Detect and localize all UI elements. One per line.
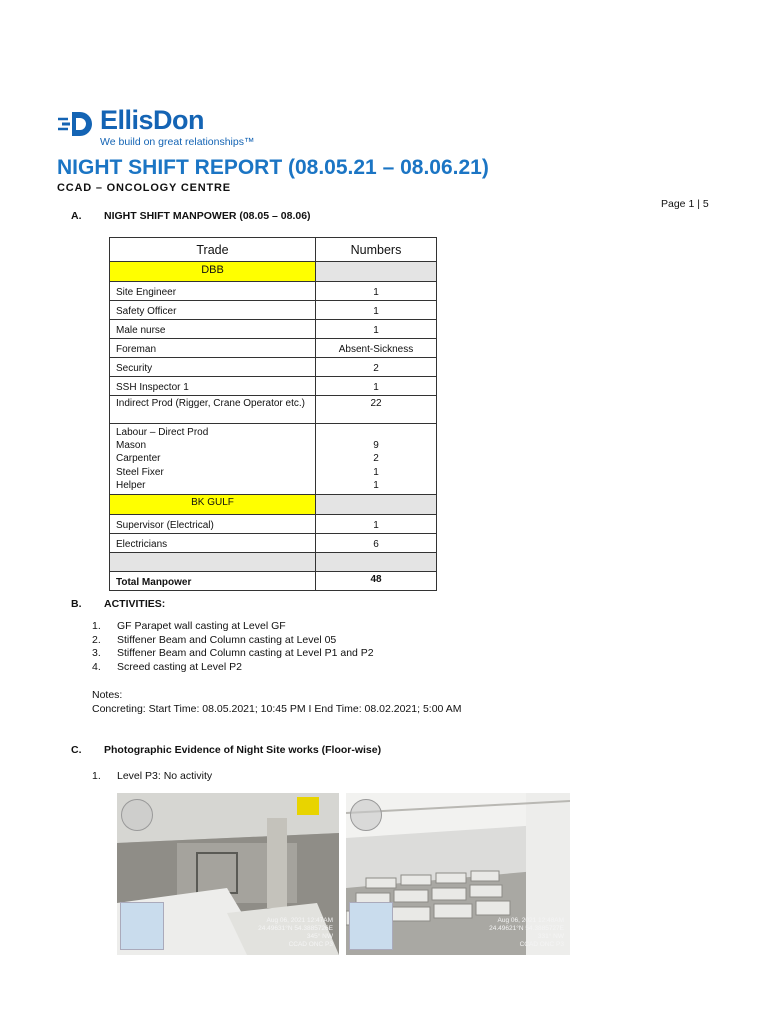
labour-number: 2: [373, 453, 379, 465]
total-label: Total Manpower: [110, 572, 316, 591]
labour-trades-cell: [110, 424, 316, 495]
manpower-table: [109, 237, 437, 591]
trade-cell: Male nurse: [110, 320, 316, 339]
labour-numbers-cell: [316, 424, 437, 495]
table-row: [110, 534, 437, 553]
compass-icon: [350, 799, 382, 831]
table-row: [110, 358, 437, 377]
page-number: Page 1 | 5: [661, 198, 709, 210]
labour-item: Steel Fixer: [116, 466, 164, 478]
ellisdon-logo-icon: [56, 109, 98, 139]
section-a-heading: [71, 210, 311, 222]
number-cell: 1: [316, 515, 437, 534]
labour-row: [110, 424, 437, 495]
logo-tagline: We build on great relationships™: [100, 136, 255, 148]
table-row: [110, 282, 437, 301]
site-photo-2: [346, 793, 570, 955]
section-c-heading: [71, 744, 381, 756]
group-empty-cell: [316, 262, 437, 282]
activities-list: [92, 620, 374, 674]
trade-cell: Safety Officer: [110, 301, 316, 320]
empty-cell: [110, 553, 316, 572]
list-item: 1. GF Parapet wall casting at Level GF: [92, 620, 286, 632]
site-photo-1: [117, 793, 339, 955]
notes-label: Notes:: [92, 689, 123, 701]
photo-list-item: 1. Level P3: No activity: [92, 770, 213, 782]
number-cell: 1: [316, 301, 437, 320]
total-row: [110, 572, 437, 591]
section-title: ACTIVITIES:: [104, 598, 166, 610]
trade-cell: Foreman: [110, 339, 316, 358]
labour-item: Carpenter: [116, 453, 161, 465]
table-row: [110, 339, 437, 358]
number-cell: Absent-Sickness: [316, 339, 437, 358]
list-item: 2. Stiffener Beam and Column casting at Level 05: [92, 633, 337, 646]
map-thumbnail-icon: [349, 902, 393, 950]
project-subtitle: CCAD – ONCOLOGY CENTRE: [57, 182, 231, 194]
trade-cell: Electricians: [110, 534, 316, 553]
table-row: [110, 377, 437, 396]
labour-item: Helper: [116, 479, 146, 491]
list-item: 3. Stiffener Beam and Column casting at Level P1 and P2: [92, 647, 374, 659]
trade-cell: Security: [110, 358, 316, 377]
group-empty-cell: [316, 495, 437, 515]
spacer-row: [110, 553, 437, 572]
number-cell: 1: [316, 320, 437, 339]
compass-icon: [121, 799, 153, 831]
group-row-bk-gulf: [110, 495, 437, 515]
number-cell: 1: [316, 377, 437, 396]
table-row: [110, 396, 437, 424]
number-cell: 1: [316, 282, 437, 301]
section-letter: A.: [71, 210, 82, 222]
photo-stamp: Aug 06, 2021 12:48AM 24.49621°N 54.3885727E 331° NW CCAD ONC P3: [489, 917, 564, 948]
report-title: NIGHT SHIFT REPORT (08.05.21 – 08.06.21): [57, 156, 489, 179]
trade-cell: Indirect Prod (Rigger, Crane Operator etc.): [110, 396, 316, 424]
labour-title: Labour – Direct Prod: [116, 427, 209, 438]
trade-cell: SSH Inspector 1: [110, 377, 316, 396]
trade-cell: Site Engineer: [110, 282, 316, 301]
section-b-heading: [71, 598, 165, 610]
section-title: NIGHT SHIFT MANPOWER (08.05 – 08.06): [104, 210, 311, 222]
labour-number: 1: [373, 466, 379, 478]
number-cell: 22: [316, 396, 437, 424]
group-row-dbb: [110, 262, 437, 282]
table-row: [110, 515, 437, 534]
number-cell: 6: [316, 534, 437, 553]
number-cell: 2: [316, 358, 437, 377]
labour-item: Mason: [116, 440, 147, 452]
section-letter: C.: [71, 744, 82, 756]
table-row: [110, 320, 437, 339]
empty-cell: [316, 553, 437, 572]
table-row: [110, 301, 437, 320]
labour-number: 1: [373, 479, 379, 491]
level-label: Level P3: No activity: [117, 770, 213, 782]
header-numbers: Numbers: [316, 238, 437, 262]
notes-text: Concreting: Start Time: 08.05.2021; 10:45 PM I End Time: 08.02.2021; 5:00 AM: [92, 702, 462, 715]
table-header-row: [110, 238, 437, 262]
notes-block: [92, 689, 461, 716]
section-title: Photographic Evidence of Night Site works (Floor-wise): [104, 744, 382, 756]
section-letter: B.: [71, 598, 82, 610]
group-label: DBB: [110, 262, 316, 282]
group-label: BK GULF: [110, 495, 316, 515]
logo-name: EllisDon: [100, 105, 205, 135]
map-thumbnail-icon: [120, 902, 164, 950]
photo-stamp: Aug 06, 2021 12:47AM 24.49631°N 54.3885726E 345° NW CCAD ONC P3: [258, 917, 333, 948]
labour-number: 9: [373, 440, 379, 452]
header-trade: Trade: [110, 238, 316, 262]
trade-cell: Supervisor (Electrical): [110, 515, 316, 534]
total-value: 48: [316, 572, 437, 591]
list-item: 4. Screed casting at Level P2: [92, 660, 242, 673]
